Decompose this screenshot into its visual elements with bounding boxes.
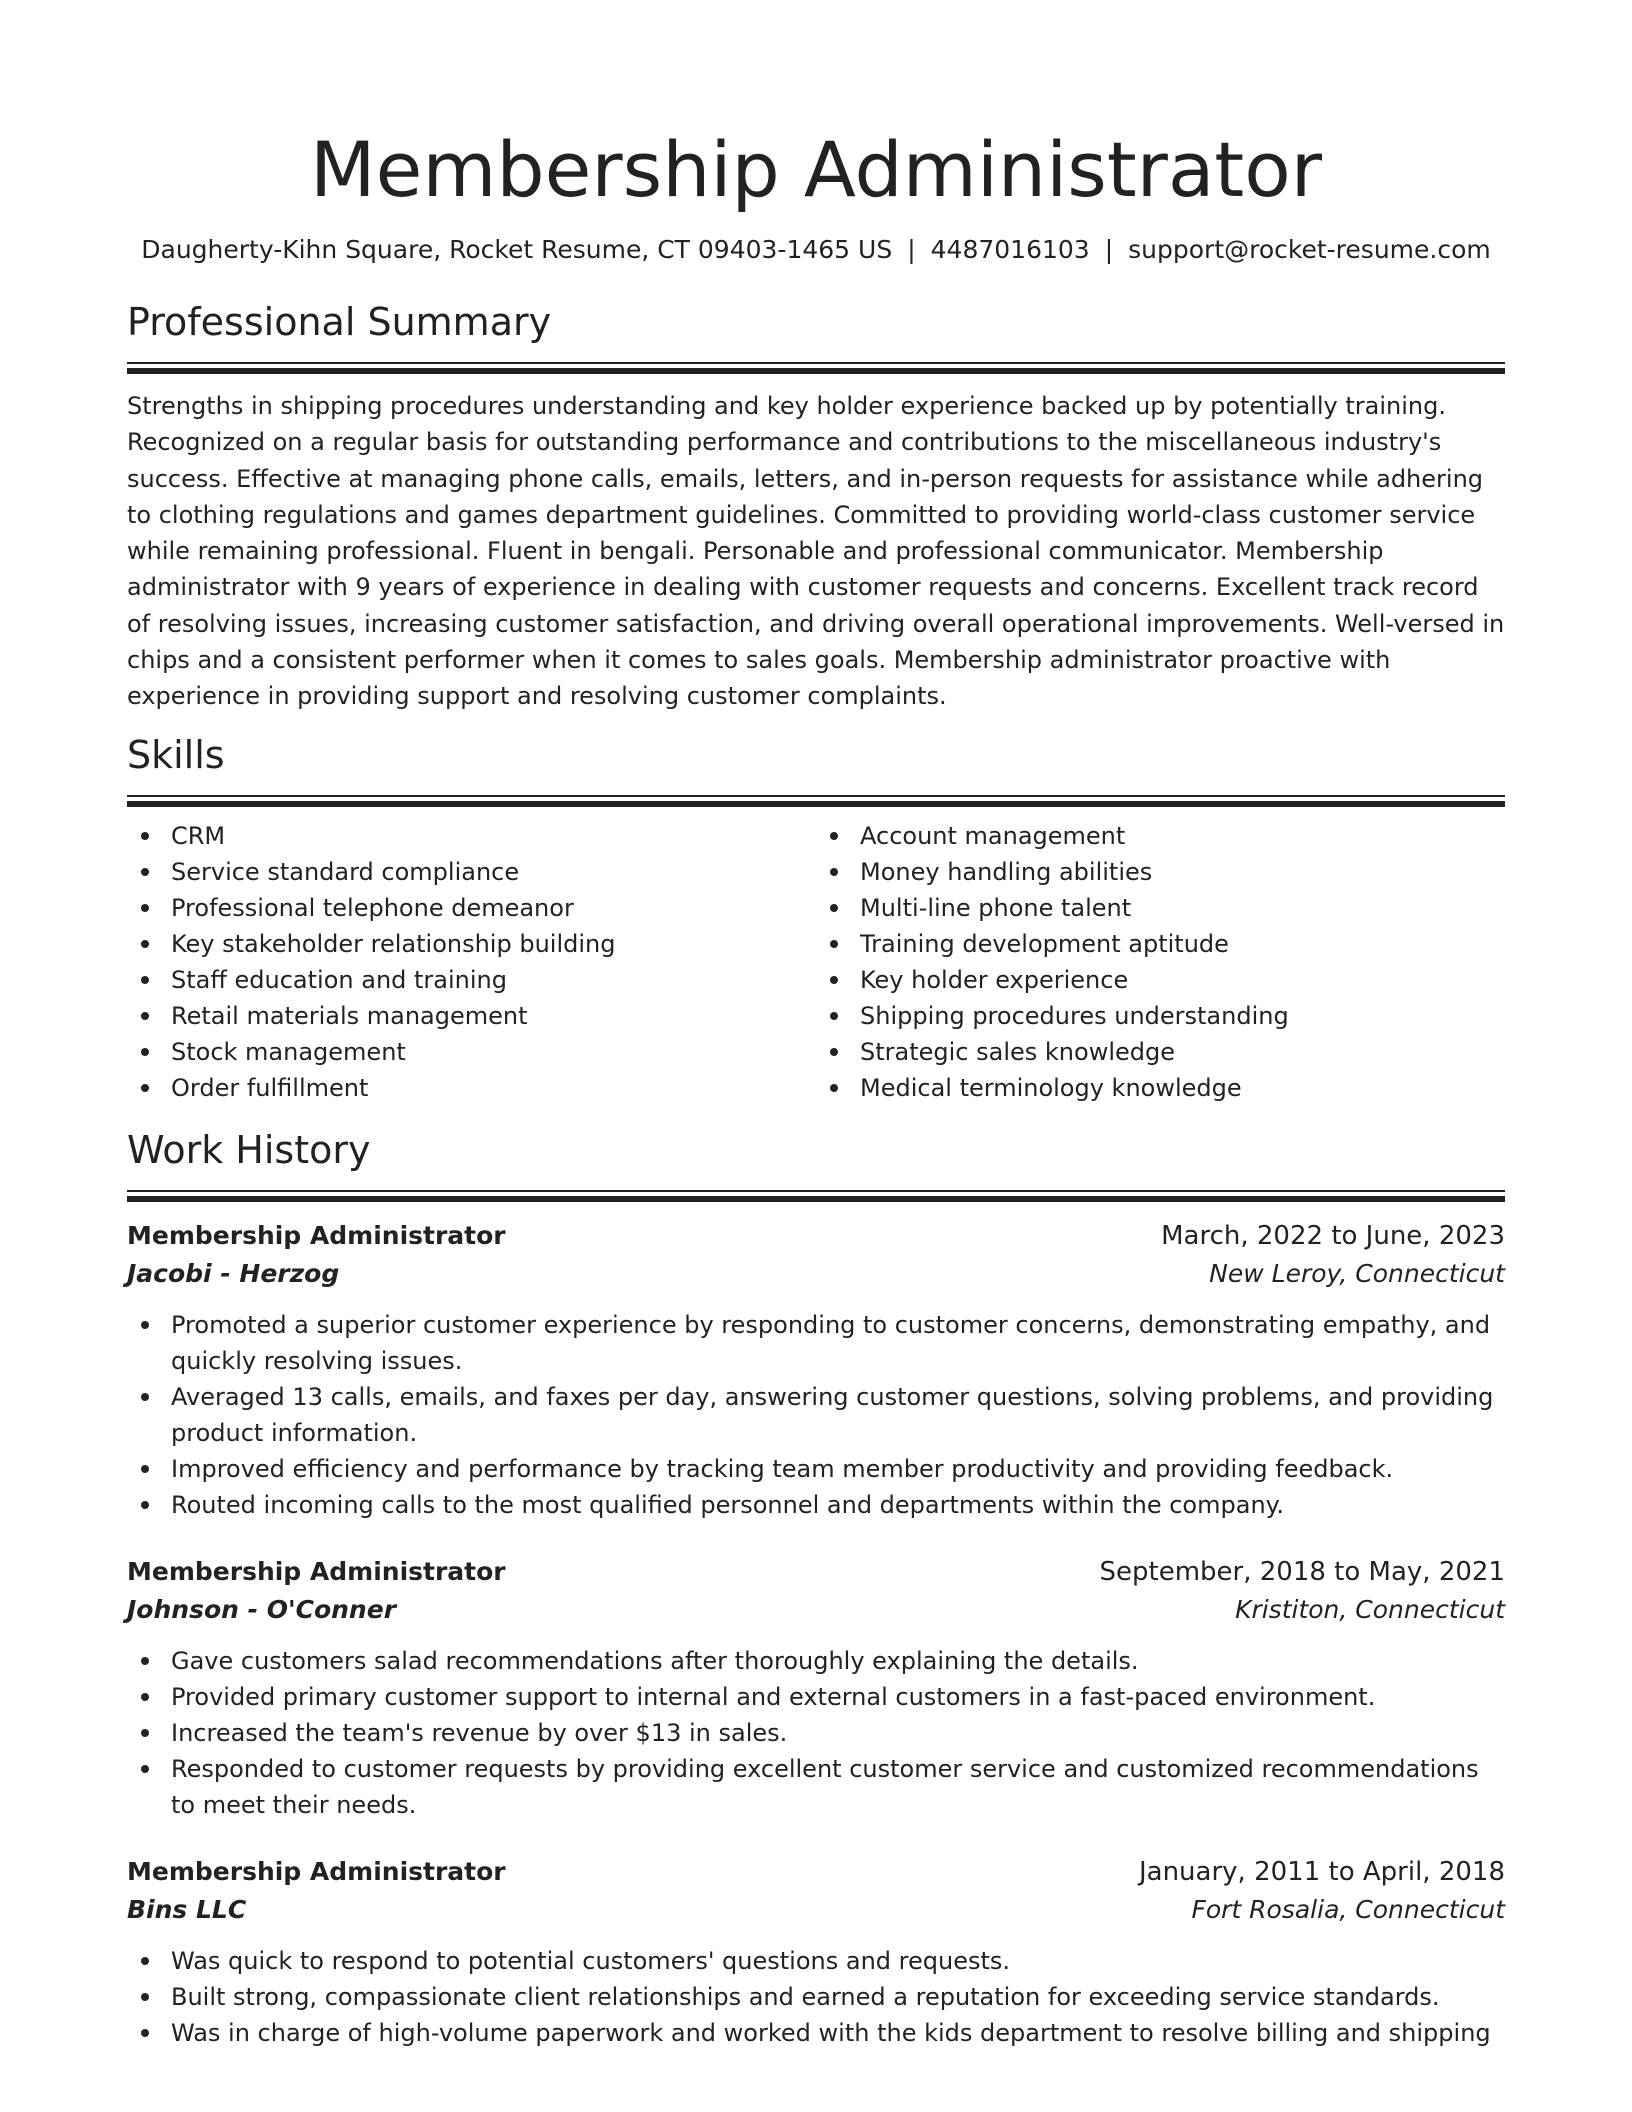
job-company: Jacobi - Herzog [127,1258,340,1288]
skill-item: Key holder experience [860,962,1505,998]
skill-item: Money handling abilities [860,854,1505,890]
job-header-row [127,1853,1505,1891]
job-bullets [127,1943,1505,2051]
job-location: Fort Rosalia, Connecticut [1191,1894,1505,1924]
section-divider [127,362,1505,373]
job-company: Johnson - O'Conner [127,1594,397,1624]
contact-separator: | [907,235,916,264]
job-entry [127,1853,1505,2051]
skill-item: Strategic sales knowledge [860,1034,1505,1070]
job-location: Kristiton, Connecticut [1235,1594,1505,1624]
skill-item: Multi-line phone talent [860,890,1505,926]
job-bullet: Averaged 13 calls, emails, and faxes per day, answering customer questions, solving problems, and providing product information. [171,1379,1505,1451]
job-company: Bins LLC [127,1894,247,1924]
job-dates: September, 2018 to May, 2021 [1099,1556,1505,1587]
skill-item: Professional telephone demeanor [171,890,816,926]
contact-separator: | [1104,235,1114,264]
contact-email[interactable]: support@rocket-resume.com [1128,235,1491,264]
resume-name: Membership Administrator [310,125,1322,214]
job-title: Membership Administrator [127,1220,506,1250]
skill-item: Retail materials management [171,998,816,1034]
contact-address: Daugherty-Kihn Square, Rocket Resume, CT 09403-1465 US [141,235,893,264]
contact-line [127,232,1505,268]
work-heading: Work History [127,1127,371,1172]
skills-section [127,729,1505,1106]
skill-item: Staff education and training [171,962,816,998]
job-title: Membership Administrator [127,1556,506,1586]
section-divider [127,795,1505,806]
skills-list-left [127,818,816,1106]
skill-item: Training development aptitude [860,926,1505,962]
contact-phone: 4487016103 [930,235,1090,264]
job-bullet: Promoted a superior customer experience by responding to customer concerns, demonstrating empathy, and quickly resolving issues. [171,1307,1505,1379]
skill-item: Medical terminology knowledge [860,1070,1505,1106]
job-header-row [127,1553,1505,1591]
job-dates: January, 2011 to April, 2018 [1138,1856,1505,1887]
job-entry [127,1217,1505,1523]
job-location: New Leroy, Connecticut [1209,1258,1505,1288]
job-bullet: Was quick to respond to potential customers' questions and requests. [171,1943,1505,1979]
job-bullet: Routed incoming calls to the most qualified personnel and departments within the company. [171,1487,1505,1523]
job-company-row [127,1255,1505,1293]
job-title: Membership Administrator [127,1856,506,1886]
job-bullet: Responded to customer requests by providing excellent customer service and customized recommendations to meet their needs. [171,1751,1505,1823]
job-dates: March, 2022 to June, 2023 [1161,1220,1505,1251]
job-bullet: Provided primary customer support to internal and external customers in a fast-paced environment. [171,1679,1505,1715]
job-company-row [127,1891,1505,1929]
summary-section [127,296,1505,715]
skill-item: Shipping procedures understanding [860,998,1505,1034]
skill-item: Service standard compliance [171,854,816,890]
job-company-row [127,1591,1505,1629]
skill-item: Key stakeholder relationship building [171,926,816,962]
skills-columns [127,818,1505,1106]
work-section [127,1124,1505,2051]
skill-item: Stock management [171,1034,816,1070]
job-bullet: Was in charge of high-volume paperwork and worked with the kids department to resolve billing and shipping [171,2015,1505,2051]
skill-item: CRM [171,818,816,854]
job-entry [127,1553,1505,1823]
job-bullet: Increased the team's revenue by over $13 in sales. [171,1715,1505,1751]
job-bullet: Gave customers salad recommendations after thoroughly explaining the details. [171,1643,1505,1679]
summary-text: Strengths in shipping procedures understanding and key holder experience backed up by potentially training. Recognized on a regular basis for outstanding performance and contributions to the miscellaneous industry's success. Effective at managing phone calls, emails, letters, and in-person requests for assistance while adhering to clothing regulations and games department guidelines. Committed to providing world-class customer service while remaining professional. Fluent in bengali. Personable and professional communicator. Membership administrator with 9 years of experience in dealing with customer requests and concerns. Excellent track record of resolving issues, increasing customer satisfaction, and driving overall operational improvements. Well-versed in chips and a consistent performer when it comes to sales goals. Membership administrator proactive with experience in providing support and resolving customer complaints. [127,392,1505,711]
job-bullet: Improved efficiency and performance by tracking team member productivity and providing feedback. [171,1451,1505,1487]
skills-heading: Skills [127,732,225,777]
summary-heading: Professional Summary [127,300,552,344]
job-bullets [127,1307,1505,1523]
skill-item: Order fulfillment [171,1070,816,1106]
skill-item: Account management [860,818,1505,854]
skills-list-right [816,818,1505,1106]
section-divider [127,1190,1505,1201]
job-bullets [127,1643,1505,1823]
job-header-row [127,1217,1505,1255]
job-bullet: Built strong, compassionate client relationships and earned a reputation for exceeding service standards. [171,1979,1505,2015]
